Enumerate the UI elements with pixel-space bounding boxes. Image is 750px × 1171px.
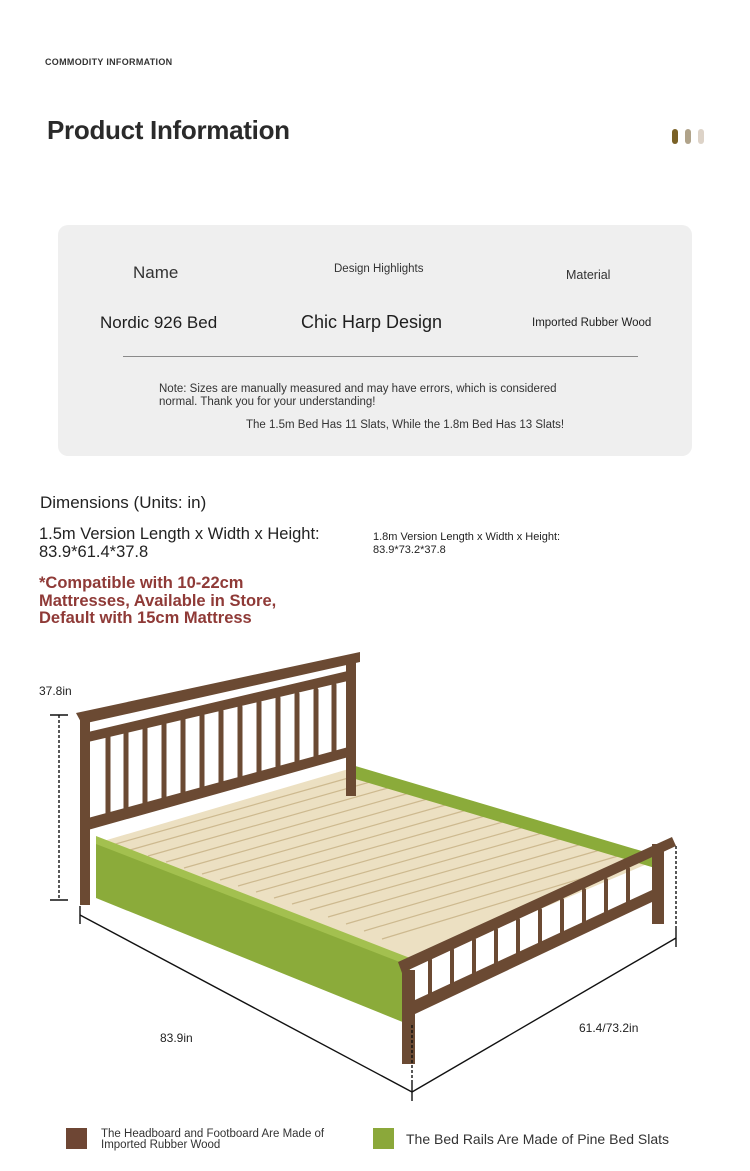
dimensions-heading: Dimensions (Units: in) bbox=[40, 493, 207, 512]
section-eyebrow: COMMODITY INFORMATION bbox=[45, 57, 173, 67]
design-label: Design Highlights bbox=[334, 263, 424, 275]
design-value: Chic Harp Design bbox=[301, 312, 443, 332]
version-15-value: 83.9*61.4*37.8 bbox=[39, 543, 149, 561]
dot-3 bbox=[698, 129, 704, 144]
legend-swatch-rail bbox=[373, 1128, 394, 1149]
page-title: Product Information bbox=[47, 115, 290, 145]
height-label: 37.8in bbox=[39, 684, 72, 698]
decorative-dots bbox=[672, 129, 704, 144]
legend-text-wood: The Headboard and Footboard Are Made of Imported Rubber Wood bbox=[101, 1128, 325, 1151]
compat-line-1: *Compatible with 10-22cm bbox=[39, 574, 244, 592]
version-15-dimensions bbox=[39, 525, 320, 561]
material-value: Imported Rubber Wood bbox=[532, 317, 652, 329]
bed-diagram bbox=[0, 640, 750, 1110]
mattress-compatibility-note bbox=[39, 575, 329, 628]
dot-2 bbox=[685, 129, 691, 144]
width-label: 61.4/73.2in bbox=[579, 1021, 639, 1035]
compat-line-3: Default with 15cm Mattress bbox=[39, 609, 252, 627]
legend-text-rail: The Bed Rails Are Made of Pine Bed Slats bbox=[406, 1131, 670, 1147]
version-18-dimensions bbox=[373, 531, 560, 556]
name-label: Name bbox=[133, 263, 179, 282]
version-15-label: 1.5m Version Length x Width x Height: bbox=[39, 525, 320, 543]
slats-note: The 1.5m Bed Has 11 Slats, While the 1.8m Bed Has 13 Slats! bbox=[246, 419, 565, 431]
version-18-label: 1.8m Version Length x Width x Height: bbox=[373, 531, 561, 543]
product-info-card bbox=[58, 225, 692, 456]
card-divider bbox=[123, 356, 638, 357]
legend-swatch-wood bbox=[66, 1128, 87, 1149]
length-label: 83.9in bbox=[160, 1031, 193, 1045]
measurement-note: Note: Sizes are manually measured and may have errors, which is considered normal. Thank you for your understanding! bbox=[159, 383, 557, 408]
material-label: Material bbox=[566, 268, 611, 282]
compat-line-2: Mattresses, Available in Store, bbox=[39, 591, 277, 610]
version-18-value: 83.9*73.2*37.8 bbox=[373, 543, 446, 556]
dot-1 bbox=[672, 129, 678, 144]
name-value: Nordic 926 Bed bbox=[100, 313, 218, 332]
